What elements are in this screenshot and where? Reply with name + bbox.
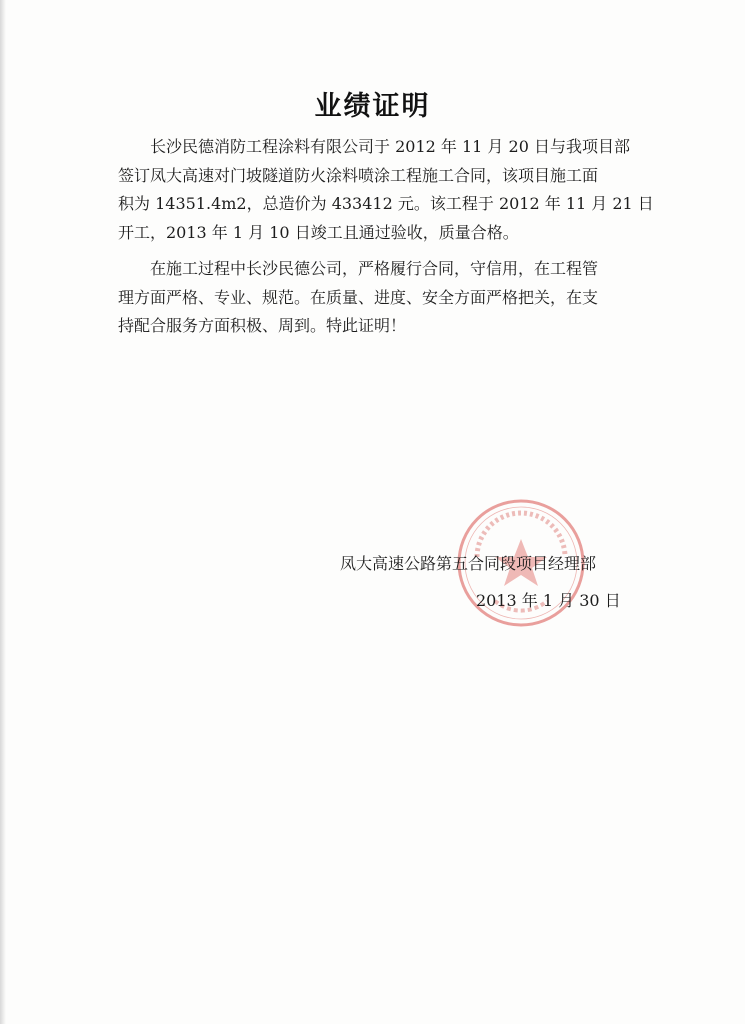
signature-date: 2013 年 1 月 30 日 (476, 591, 621, 610)
paragraph-1-line: 开工，2013 年 1 月 10 日竣工且通过验收，质量合格。 (118, 222, 519, 242)
signature-organization: 凤大高速公路第五合同段项目经理部 (340, 554, 597, 573)
paragraph-1 (118, 133, 658, 247)
document-body (118, 133, 658, 341)
paragraph-1-line: 积为 14351.4m2，总造价为 433412 元。该工程于 2012 年 11 月 21 日 (118, 194, 654, 213)
paragraph-1-line: 签订凤大高速对门坡隧道防火涂料喷涂工程施工合同，该项目施工面 (118, 165, 599, 185)
paragraph-2-line: 理方面严格、专业、规范。在质量、进度、安全方面严格把关，在支 (118, 287, 599, 307)
paragraph-1-line: 长沙民德消防工程涂料有限公司于 2012 年 11 月 20 日与我项目部 (150, 137, 630, 156)
paragraph-2-line: 在施工过程中长沙民德公司，严格履行合同，守信用，在工程管 (150, 259, 599, 278)
scan-edge-shadow (0, 0, 6, 1024)
document-title: 业绩证明 (314, 91, 431, 122)
paragraph-2 (118, 255, 658, 341)
paragraph-2-line: 持配合服务方面积极、周到。特此证明！ (118, 316, 407, 335)
signature-block (340, 548, 640, 610)
